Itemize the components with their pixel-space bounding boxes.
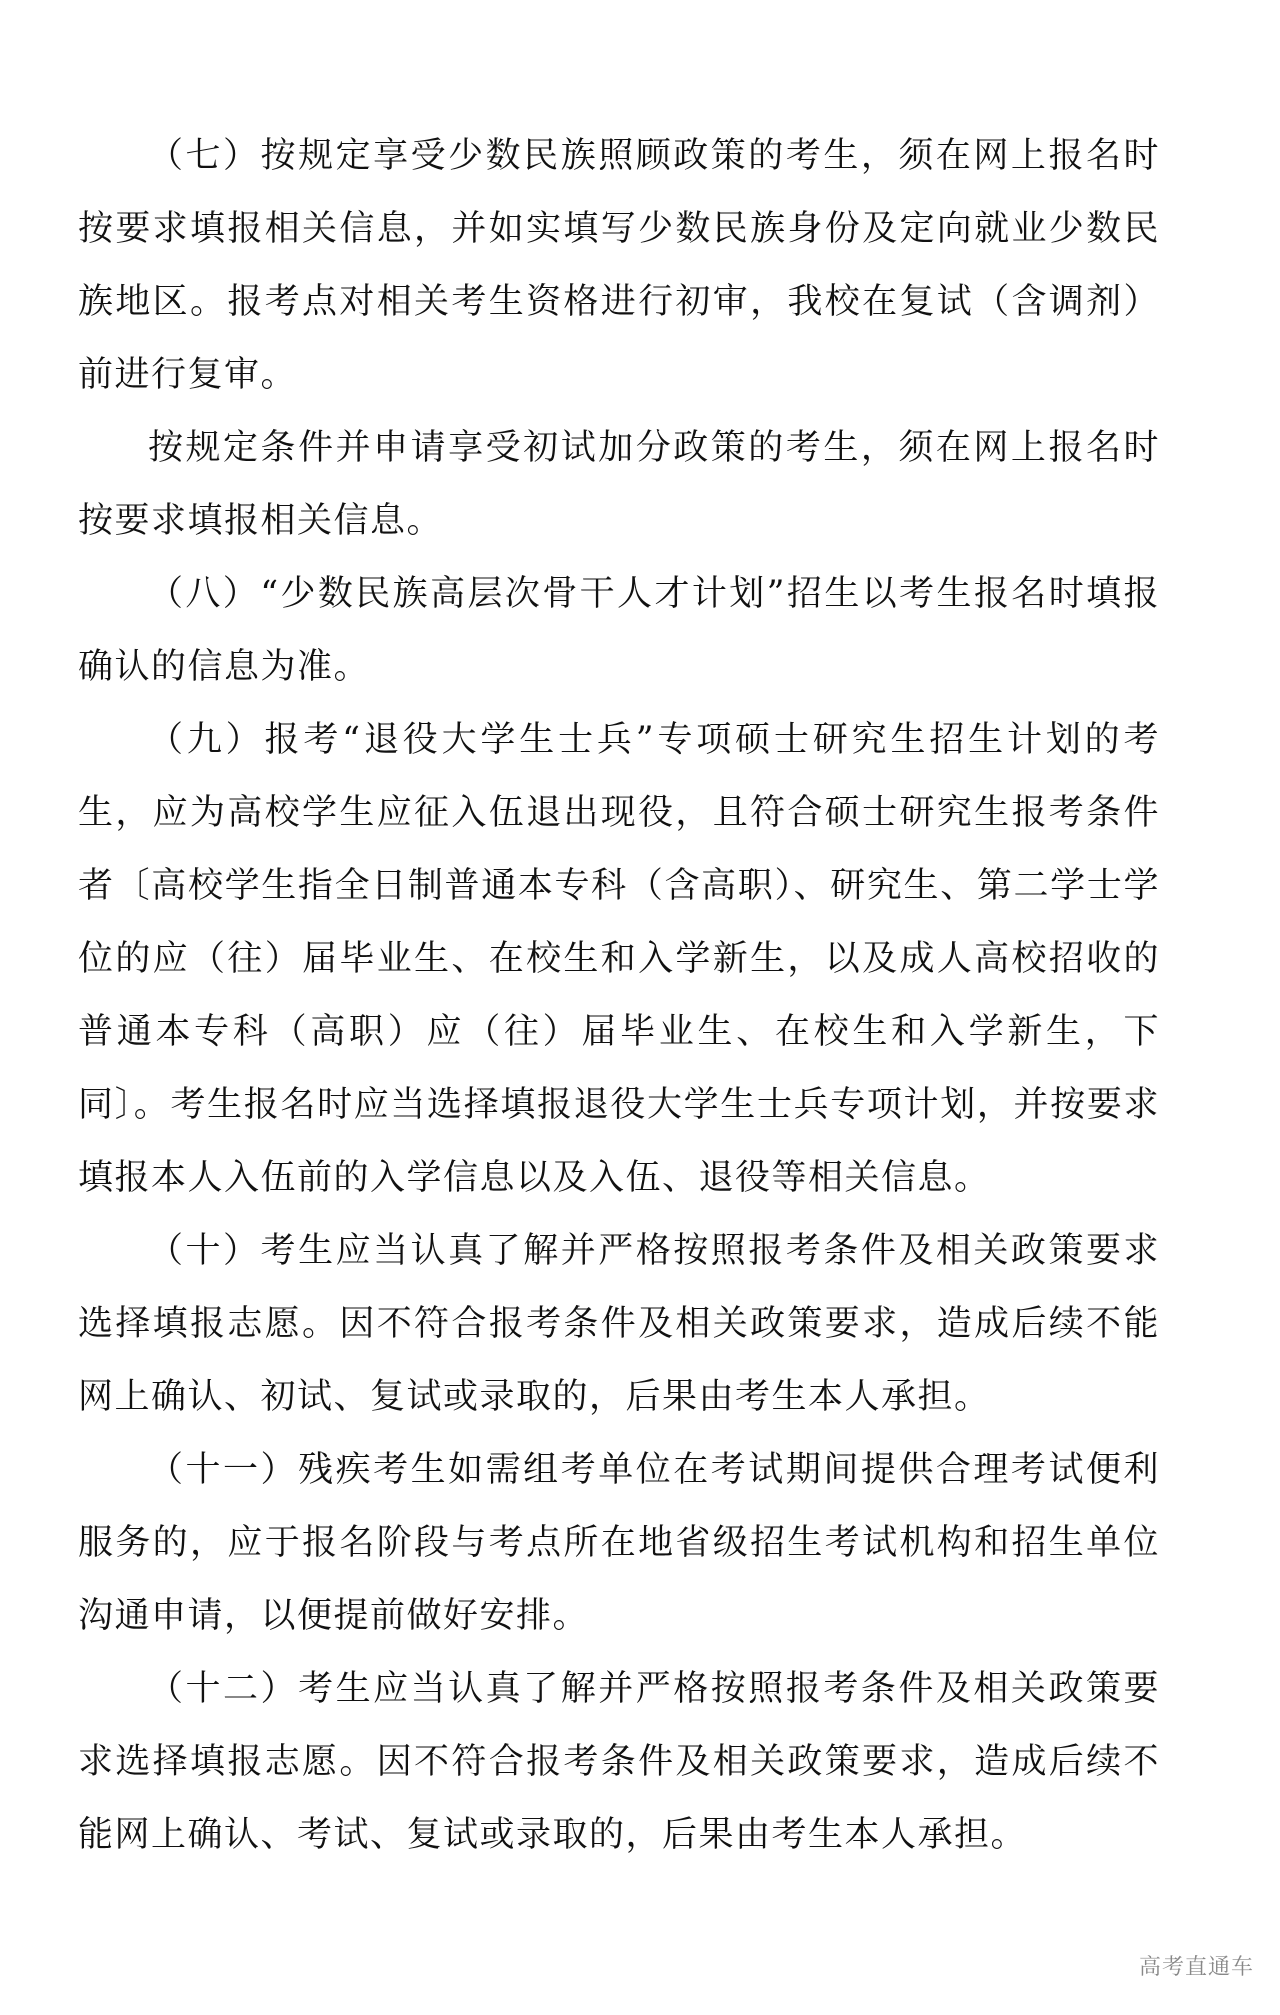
paragraph-10-application-conditions: （十）考生应当认真了解并严格按照报考条件及相关政策要求选择填报志愿。因不符合报考条件及相关政策要求，造成后续不能网上确认、初试、复试或录取的，后果由考生本人承担。 [78, 1231, 1160, 1417]
paragraph-8-minority-talent-plan: （八）“少数民族高层次骨干人才计划”招生以考生报名时填报确认的信息为准。 [78, 574, 1160, 687]
document-body [78, 120, 1160, 1872]
paragraph-7-minority-policy: （七）按规定享受少数民族照顾政策的考生，须在网上报名时按要求填报相关信息，并如实填写少数民族身份及定向就业少数民族地区。报考点对相关考生资格进行初审，我校在复试（含调剂）前进行复审。 [78, 136, 1160, 395]
watermark-text: 高考直通车 [1138, 1955, 1254, 1980]
paragraph-9-veteran-students-plan: （九）报考“退役大学生士兵”专项硕士研究生招生计划的考生，应为高校学生应征入伍退出现役，且符合硕士研究生报考条件者〔高校学生指全日制普通本专科（含高职）、研究生、第二学士学位的应（往）届毕业生、在校生和入学新生，以及成人高校招收的普通本专科（高职）应（往）届毕业生、在校生和入学新生，下同〕。考生报名时应当选择填报退役大学生士兵专项计划，并按要求填报本人入伍前的入学信息以及入伍、退役等相关信息。 [78, 720, 1160, 1198]
paragraph-bonus-points-policy: 按规定条件并申请享受初试加分政策的考生，须在网上报名时按要求填报相关信息。 [78, 428, 1160, 541]
paragraph-12-application-conditions: （十二）考生应当认真了解并严格按照报考条件及相关政策要求选择填报志愿。因不符合报考条件及相关政策要求，造成后续不能网上确认、考试、复试或录取的，后果由考生本人承担。 [78, 1669, 1160, 1855]
paragraph-11-disabled-candidates: （十一）残疾考生如需组考单位在考试期间提供合理考试便利服务的，应于报名阶段与考点所在地省级招生考试机构和招生单位沟通申请，以便提前做好安排。 [78, 1450, 1160, 1636]
